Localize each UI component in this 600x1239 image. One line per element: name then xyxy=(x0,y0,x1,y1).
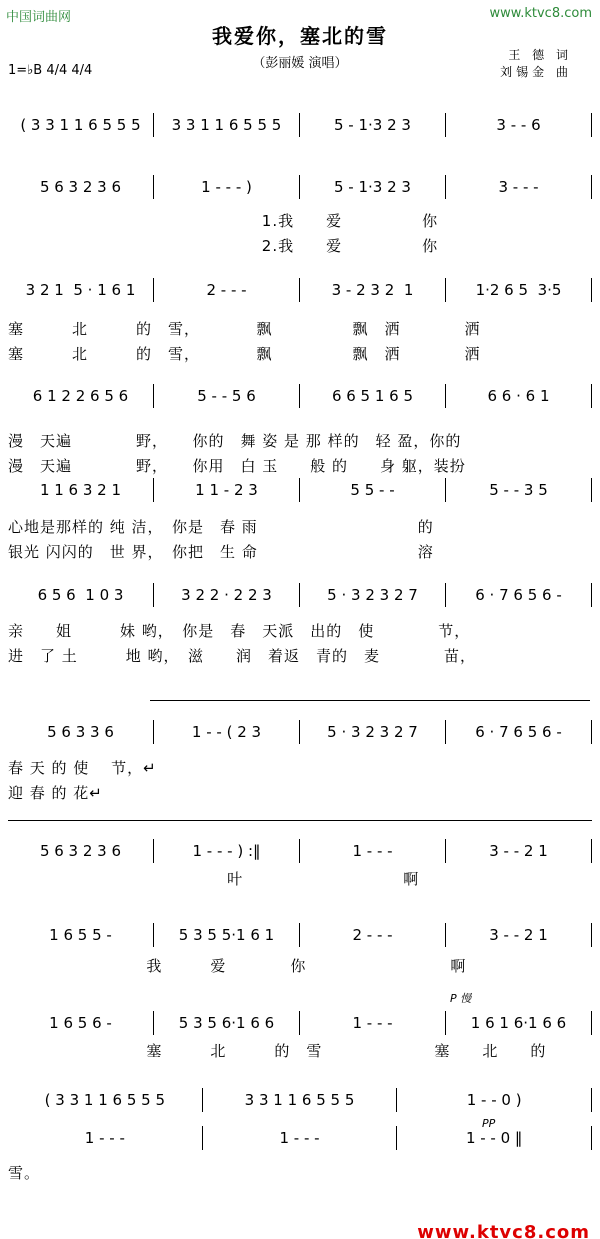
lyrics-line: 心地是那样的 纯 洁， 你是 春 雨 的 xyxy=(8,518,434,536)
measure: 1 - - - xyxy=(352,1014,393,1032)
measure: 6 · 7 6 5 6 - xyxy=(475,723,562,741)
measure: 3 3 1 1 6 5 5 5 xyxy=(244,1091,355,1109)
lyrics-line: 漫 天遍 野， 你的 舞 姿 是 那 样的 轻 盈，你的 xyxy=(8,432,462,450)
lyrics-line: 迎 春 的 花↵ xyxy=(8,784,103,802)
measure: 6 6 5 1 6 5 xyxy=(331,387,414,405)
measure: 5 5 - - xyxy=(350,481,395,499)
measure: 5 6 3 2 3 6 xyxy=(39,842,122,860)
measure: 3 - 2 3 2 1 xyxy=(331,281,414,299)
measure: 6 · 7 6 5 6 - xyxy=(475,586,562,604)
measure: 1 6 5 5 - xyxy=(49,926,112,944)
notation-row xyxy=(8,582,592,608)
measure: 1 - - - xyxy=(279,1129,320,1147)
lyrics-line: 叶 啊 xyxy=(8,870,420,888)
notation-row xyxy=(8,1125,592,1151)
notation-row xyxy=(8,922,592,948)
notation-row xyxy=(8,477,592,503)
measure: 1 - - 0 ) xyxy=(466,1091,522,1109)
barline xyxy=(591,720,592,744)
volta-line xyxy=(150,700,590,701)
barline xyxy=(591,1126,592,1150)
measure: 3 - - 2 1 xyxy=(489,842,548,860)
barline xyxy=(591,278,592,302)
lyrics-line: 银光 闪闪的 世 界， 你把 生 命 溶 xyxy=(8,543,434,561)
lyrics-line: 塞 北 的 雪 塞 北 的 xyxy=(8,1042,547,1060)
barline xyxy=(591,175,592,199)
barline xyxy=(591,113,592,137)
notation-row xyxy=(8,838,592,864)
key-signature: 1=♭B 4/4 4/4 xyxy=(8,63,93,78)
measure: 1 - - - xyxy=(84,1129,125,1147)
volta-line xyxy=(8,820,592,821)
barline xyxy=(591,923,592,947)
dynamic-mark: P 慢 xyxy=(450,992,472,1005)
composer: 刘锡金 曲 xyxy=(500,65,572,79)
measure: 5 - - 5 6 xyxy=(197,387,256,405)
barline xyxy=(591,478,592,502)
measure: 1 - - - ) :‖ xyxy=(192,842,261,860)
lyrics-line: 进 了 土 地 哟， 滋 润 着返 青的 麦 苗， xyxy=(8,647,477,665)
barline xyxy=(591,1011,592,1035)
notation-row xyxy=(8,112,592,138)
measure: 5 - - 3 5 xyxy=(489,481,548,499)
lyrics-line: 1.我 爱 你 xyxy=(8,212,439,230)
lyrics-line: 塞 北 的 雪， 飘 飘 洒 洒 xyxy=(8,345,481,363)
measure: ( 3 3 1 1 6 5 5 5 xyxy=(20,116,141,134)
notation-row xyxy=(8,1087,592,1113)
measure: 1 6 5 6 - xyxy=(49,1014,112,1032)
measure: 2 - - - xyxy=(352,926,393,944)
watermark-url: www.ktvc8.com xyxy=(417,1222,590,1239)
notation-row xyxy=(8,174,592,200)
site-url[interactable]: www.ktvc8.com xyxy=(489,6,592,21)
measure: 5 6 3 2 3 6 xyxy=(39,178,122,196)
measure: 3 2 2 · 2 2 3 xyxy=(181,586,272,604)
measure: 3 2 1 5 · 1 6 1 xyxy=(25,281,136,299)
measure: 1 - - - ) xyxy=(201,178,252,196)
notation-row xyxy=(8,277,592,303)
lyrics-line: 塞 北 的 雪， 飘 飘 洒 洒 xyxy=(8,320,481,338)
measure: 1 - - - xyxy=(352,842,393,860)
measure: 5 · 3 2 3 2 7 xyxy=(327,586,418,604)
barline xyxy=(591,583,592,607)
dynamic-mark: PP xyxy=(482,1117,496,1130)
site-name: 中国词曲网 xyxy=(6,10,72,25)
measure: 1 - - 0 ‖ xyxy=(465,1129,523,1147)
measure: 3 - - - xyxy=(498,178,539,196)
barline xyxy=(591,384,592,408)
measure: 3 3 1 1 6 5 5 5 xyxy=(171,116,282,134)
measure: 1 - - ( 2 3 xyxy=(191,723,262,741)
measure: 1·2 6 5 3·5 xyxy=(475,281,562,299)
measure: 5 3 5 6·1 6 6 xyxy=(178,1014,275,1032)
measure: 5 - 1·3 2 3 xyxy=(334,116,411,134)
measure: 3 - - 2 1 xyxy=(489,926,548,944)
lyrics-line: 雪。 xyxy=(8,1164,41,1182)
lyricist: 王 德 词 xyxy=(508,48,572,62)
measure: 6 6 · 6 1 xyxy=(487,387,550,405)
measure: 2 - - - xyxy=(206,281,247,299)
measure: 1 6 1 6·1 6 6 xyxy=(470,1014,567,1032)
notation-row xyxy=(8,1010,592,1036)
notation-row xyxy=(8,719,592,745)
measure: 5 · 3 2 3 2 7 xyxy=(327,723,418,741)
measure: 6 5 6 1 0 3 xyxy=(37,586,124,604)
barline xyxy=(591,1088,592,1112)
measure: 3 - - 6 xyxy=(496,116,541,134)
notation-row xyxy=(8,383,592,409)
lyrics-line: 我 爱 你 啊 xyxy=(8,957,467,975)
measure: 6 1 2 2 6 5 6 xyxy=(32,387,129,405)
lyrics-line: 亲 姐 妹 哟， 你是 春 天派 出的 使 节， xyxy=(8,622,471,640)
lyrics-line: 漫 天遍 野， 你用 白 玉 般 的 身 躯，装扮 xyxy=(8,457,466,475)
lyrics-line: 2.我 爱 你 xyxy=(8,237,439,255)
measure: 1 1 - 2 3 xyxy=(195,481,258,499)
singer: （彭丽媛 演唱） xyxy=(252,56,348,71)
measure: 5 6 3 3 6 xyxy=(47,723,114,741)
lyrics-line: 春 天 的 使 节，↵ xyxy=(8,759,157,777)
barline xyxy=(591,839,592,863)
measure: 5 3 5 5·1 6 1 xyxy=(178,926,275,944)
song-title: 我爱你，塞北的雪 xyxy=(212,24,388,48)
measure: 1 1 6 3 2 1 xyxy=(39,481,122,499)
measure: ( 3 3 1 1 6 5 5 5 xyxy=(44,1091,166,1109)
measure: 5 - 1·3 2 3 xyxy=(334,178,411,196)
